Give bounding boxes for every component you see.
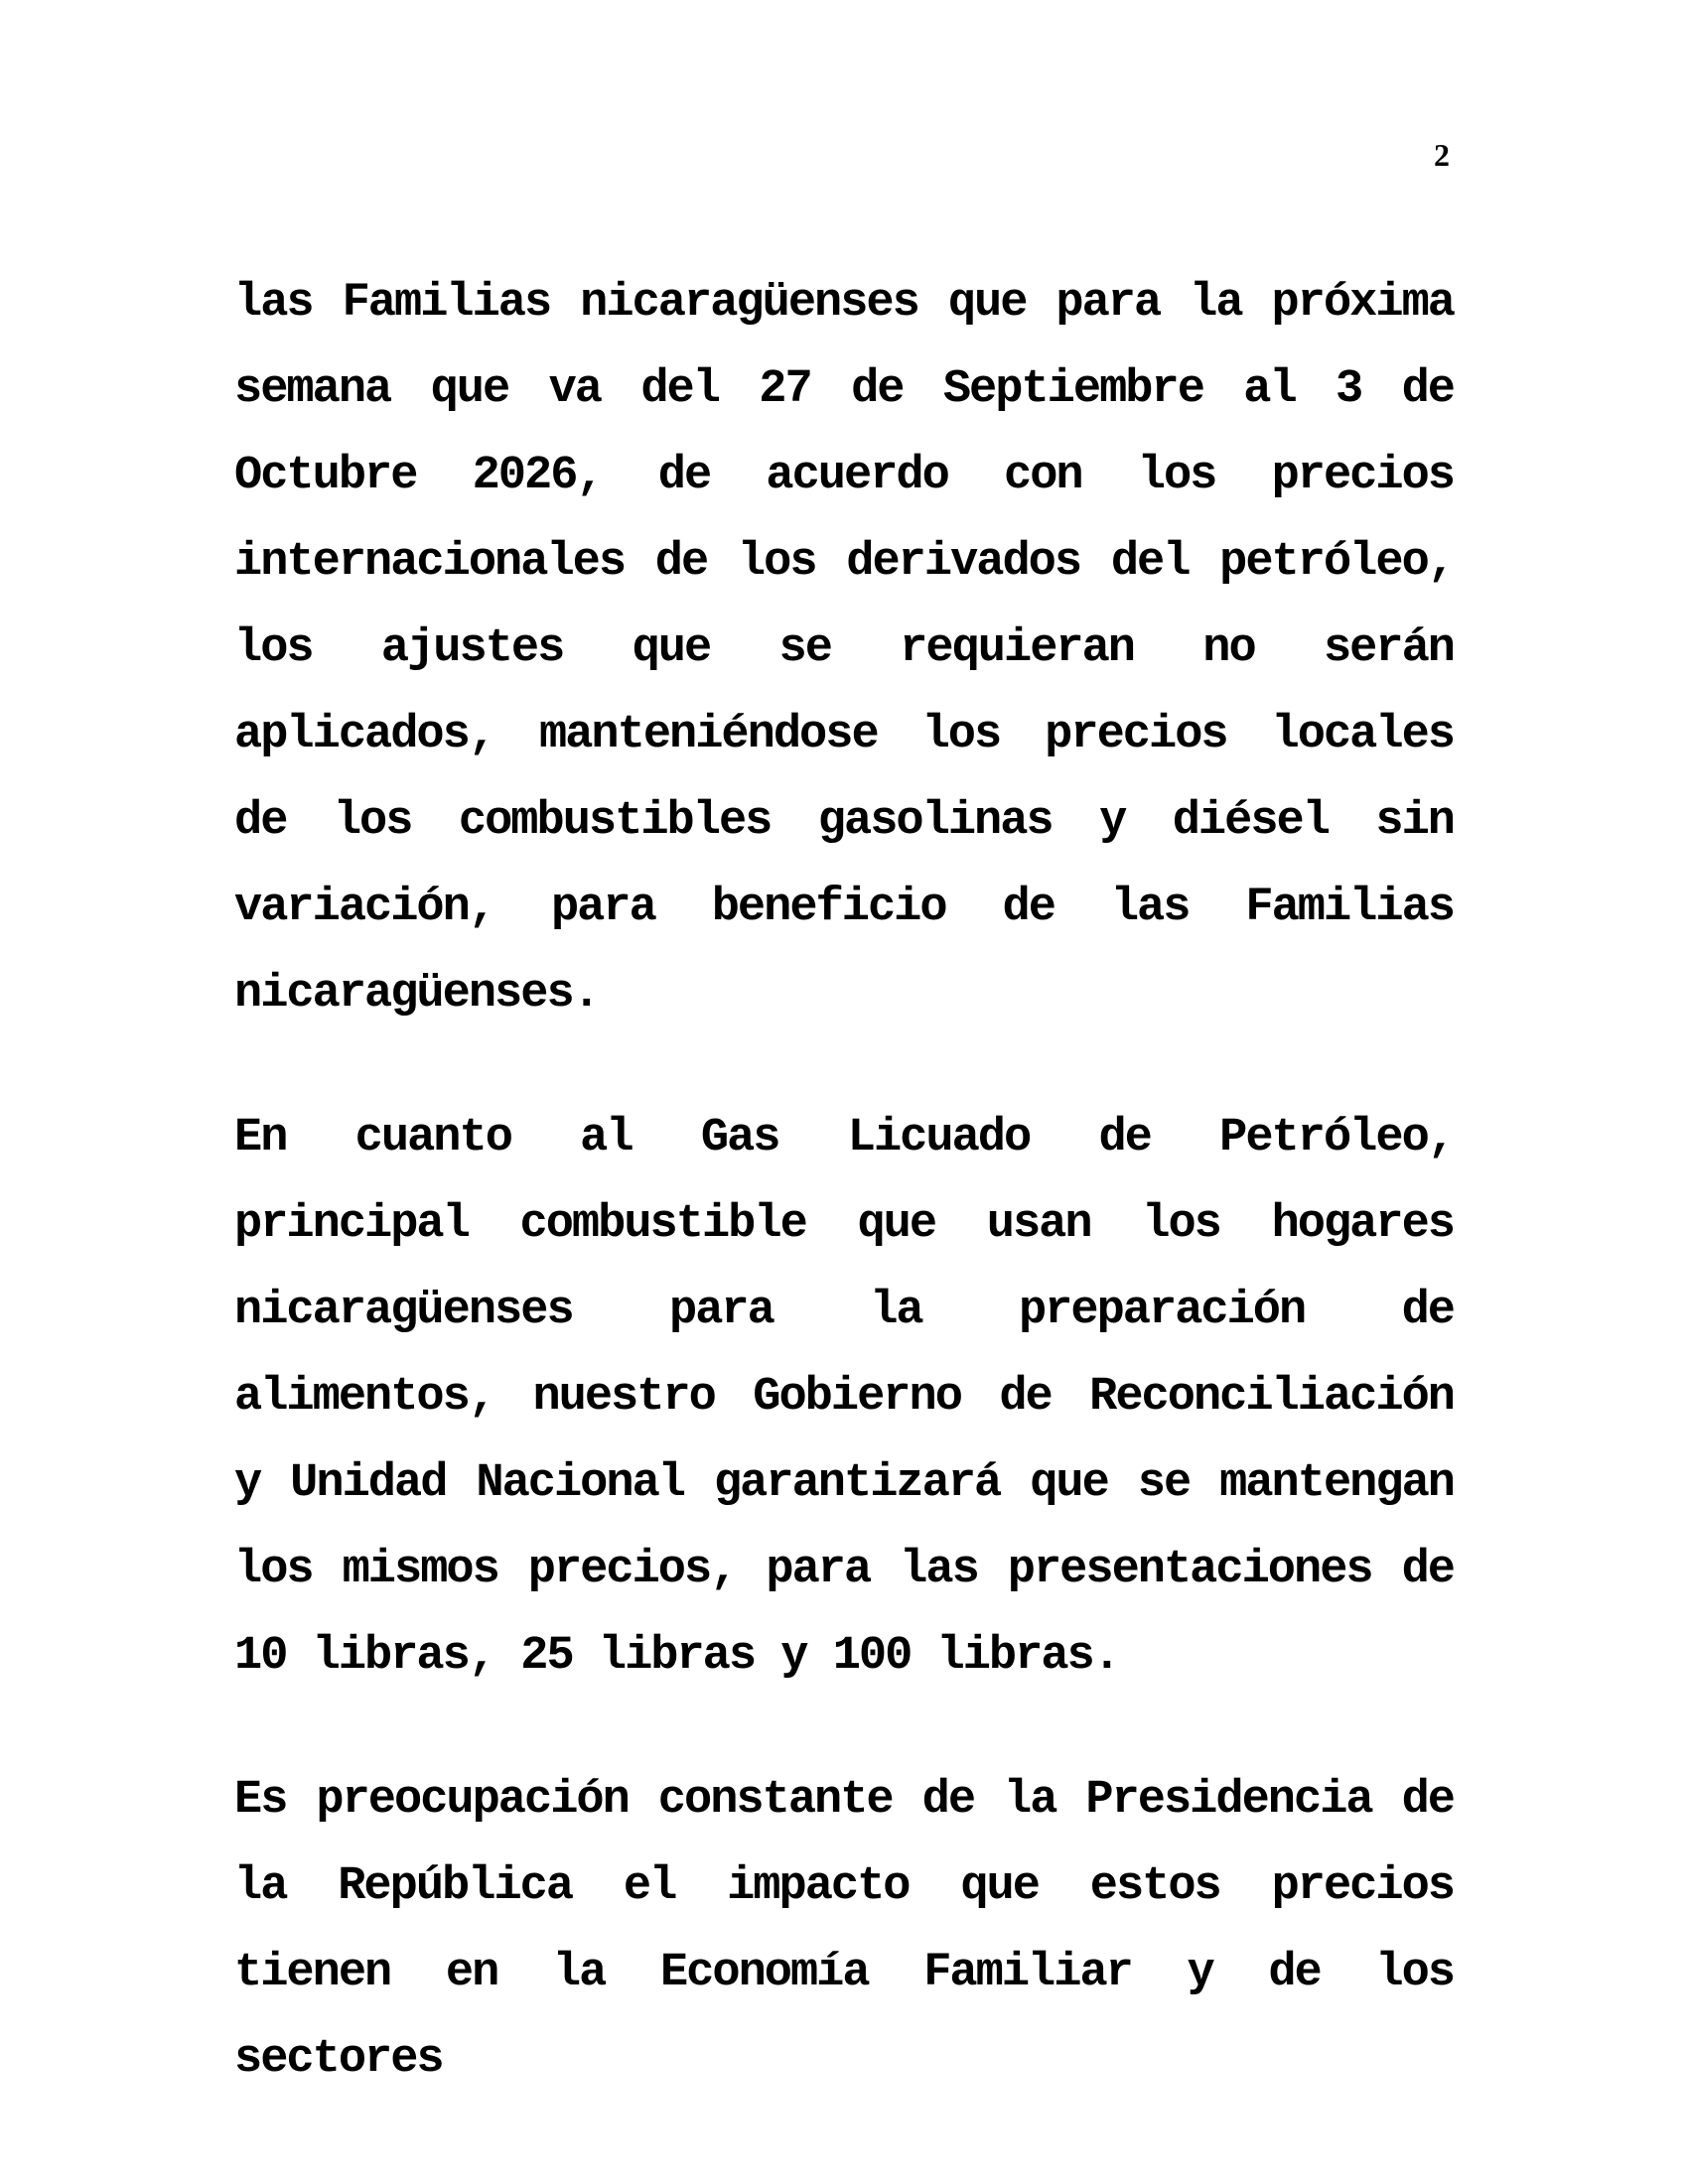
paragraph-spacer [234, 1700, 1454, 1757]
page-number: 2 [1434, 137, 1450, 173]
paragraph-spacer [234, 1037, 1454, 1095]
paragraph-lpg-prices: En cuanto al Gas Licuado de Petróleo, principal combustible que usan los hogares nicaragüenses para la preparación de alimentos, nuestro Gobierno de Reconciliación y Unidad Nacional garantizará que se mantengan los mismos precios, para las presentaciones de 10 libras, 25 libras y 100 libras. [234, 1112, 1454, 1683]
paragraph-presidency-concern: Es preocupación constante de la Presidencia de la República el impacto que estos precios tienen en la Economía Familiar y de los sectores [234, 1774, 1454, 2086]
paragraph-fuel-prices: las Familias nicaragüenses que para la próxima semana que va del 27 de Septiembre al 3 de Octubre 2026, de acuerdo con los precios internacionales de los derivados del petróleo, los ajustes que se requieran no serán aplicados, manteniéndose los precios locales de los combustibles gasolinas y diésel sin variación, para beneficio de las Familias nicaragüenses. [234, 277, 1454, 1021]
document-body [234, 260, 1454, 2103]
